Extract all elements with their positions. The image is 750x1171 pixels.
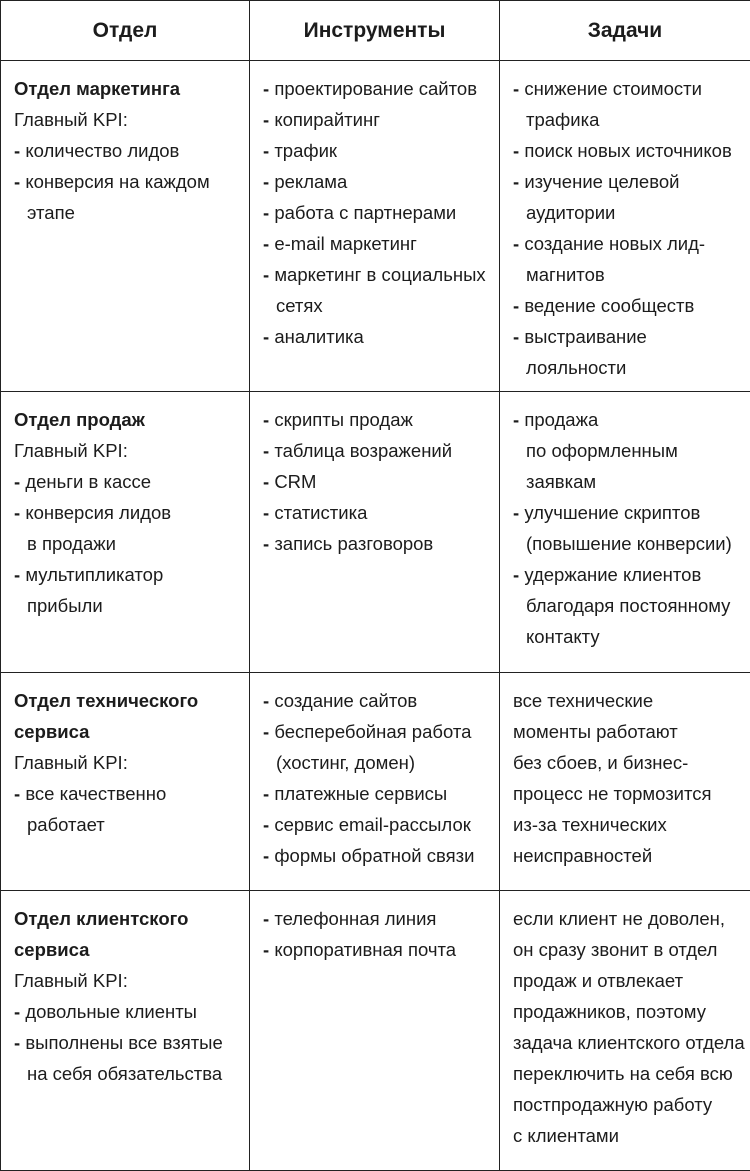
task-text: неисправностей [513, 840, 742, 871]
kpi-item: - количество лидов [14, 135, 241, 166]
tool-item: - бесперебойная работа (хостинг, домен) [263, 716, 491, 778]
kpi-label: Главный KPI: [14, 435, 241, 466]
tool-item: - статистика [263, 497, 491, 528]
tool-item: - корпоративная почта [263, 934, 491, 965]
task-item: - снижение стоимости трафика [513, 73, 742, 135]
task-text: продажников, поэтому [513, 996, 742, 1027]
task-text: если клиент не доволен, [513, 903, 742, 934]
department-cell [1, 673, 250, 891]
tool-item: - создание сайтов [263, 685, 491, 716]
tasks-cell [500, 392, 750, 673]
department-name: Отдел технического [14, 685, 241, 716]
tool-item: - проектирование сайтов [263, 73, 491, 104]
task-text: с клиентами [513, 1120, 742, 1151]
kpi-item: - довольные клиенты [14, 996, 241, 1027]
kpi-item: - конверсия лидов в продажи [14, 497, 241, 559]
task-item: - ведение сообществ [513, 290, 742, 321]
tool-item: - маркетинг в социальных сетях [263, 259, 491, 321]
department-cell [1, 891, 250, 1171]
tools-cell [250, 673, 500, 891]
tool-item: - реклама [263, 166, 491, 197]
task-text: все технические [513, 685, 742, 716]
task-text: постпродажную работу [513, 1089, 742, 1120]
tool-item: - запись разговоров [263, 528, 491, 559]
task-item: - изучение целевой аудитории [513, 166, 742, 228]
header-tasks: Задачи [500, 1, 750, 61]
task-text: процесс не тормозится [513, 778, 742, 809]
tool-item: - платежные сервисы [263, 778, 491, 809]
task-item: - поиск новых источников [513, 135, 742, 166]
kpi-item: - конверсия на каждом этапе [14, 166, 241, 228]
tools-cell [250, 61, 500, 392]
kpi-item: - выполнены все взятые на себя обязательства [14, 1027, 241, 1089]
task-item: - выстраивание лояльности [513, 321, 742, 383]
department-name: сервиса [14, 934, 241, 965]
task-text: без сбоев, и бизнес- [513, 747, 742, 778]
task-item: - удержание клиентов благодаря постоянному контакту [513, 559, 742, 652]
department-name: Отдел продаж [14, 404, 241, 435]
kpi-label: Главный KPI: [14, 747, 241, 778]
tool-item: - таблица возражений [263, 435, 491, 466]
table-row [1, 891, 750, 1171]
tool-item: - CRM [263, 466, 491, 497]
task-item: - продажа по оформленным заявкам [513, 404, 742, 497]
department-cell [1, 392, 250, 673]
tool-item: - формы обратной связи [263, 840, 491, 871]
tool-item: - скрипты продаж [263, 404, 491, 435]
table-row [1, 61, 750, 392]
department-name: сервиса [14, 716, 241, 747]
table-row [1, 392, 750, 673]
kpi-label: Главный KPI: [14, 104, 241, 135]
kpi-item: - деньги в кассе [14, 466, 241, 497]
tools-cell [250, 891, 500, 1171]
tasks-cell [500, 891, 750, 1171]
department-name: Отдел маркетинга [14, 73, 241, 104]
header-department: Отдел [1, 1, 250, 61]
task-text: моменты работают [513, 716, 742, 747]
header-tools: Инструменты [250, 1, 500, 61]
tool-item: - работа с партнерами [263, 197, 491, 228]
task-text: задача клиентского отдела [513, 1027, 742, 1058]
tool-item: - аналитика [263, 321, 491, 352]
tasks-cell [500, 673, 750, 891]
task-text: переключить на себя всю [513, 1058, 742, 1089]
table-row [1, 673, 750, 891]
tasks-cell [500, 61, 750, 392]
tool-item: - сервис email-рассылок [263, 809, 491, 840]
tool-item: - трафик [263, 135, 491, 166]
task-text: из-за технических [513, 809, 742, 840]
header-row [1, 1, 750, 61]
task-text: продаж и отвлекает [513, 965, 742, 996]
kpi-item: - мультипликатор прибыли [14, 559, 241, 621]
task-item: - создание новых лид- магнитов [513, 228, 742, 290]
task-text: он сразу звонит в отдел [513, 934, 742, 965]
kpi-label: Главный KPI: [14, 965, 241, 996]
task-item: - улучшение скриптов (повышение конверсии) [513, 497, 742, 559]
tool-item: - телефонная линия [263, 903, 491, 934]
department-cell [1, 61, 250, 392]
tool-item: - копирайтинг [263, 104, 491, 135]
tool-item: - e-mail маркетинг [263, 228, 491, 259]
tools-cell [250, 392, 500, 673]
kpi-item: - все качественно работает [14, 778, 241, 840]
department-name: Отдел клиентского [14, 903, 241, 934]
